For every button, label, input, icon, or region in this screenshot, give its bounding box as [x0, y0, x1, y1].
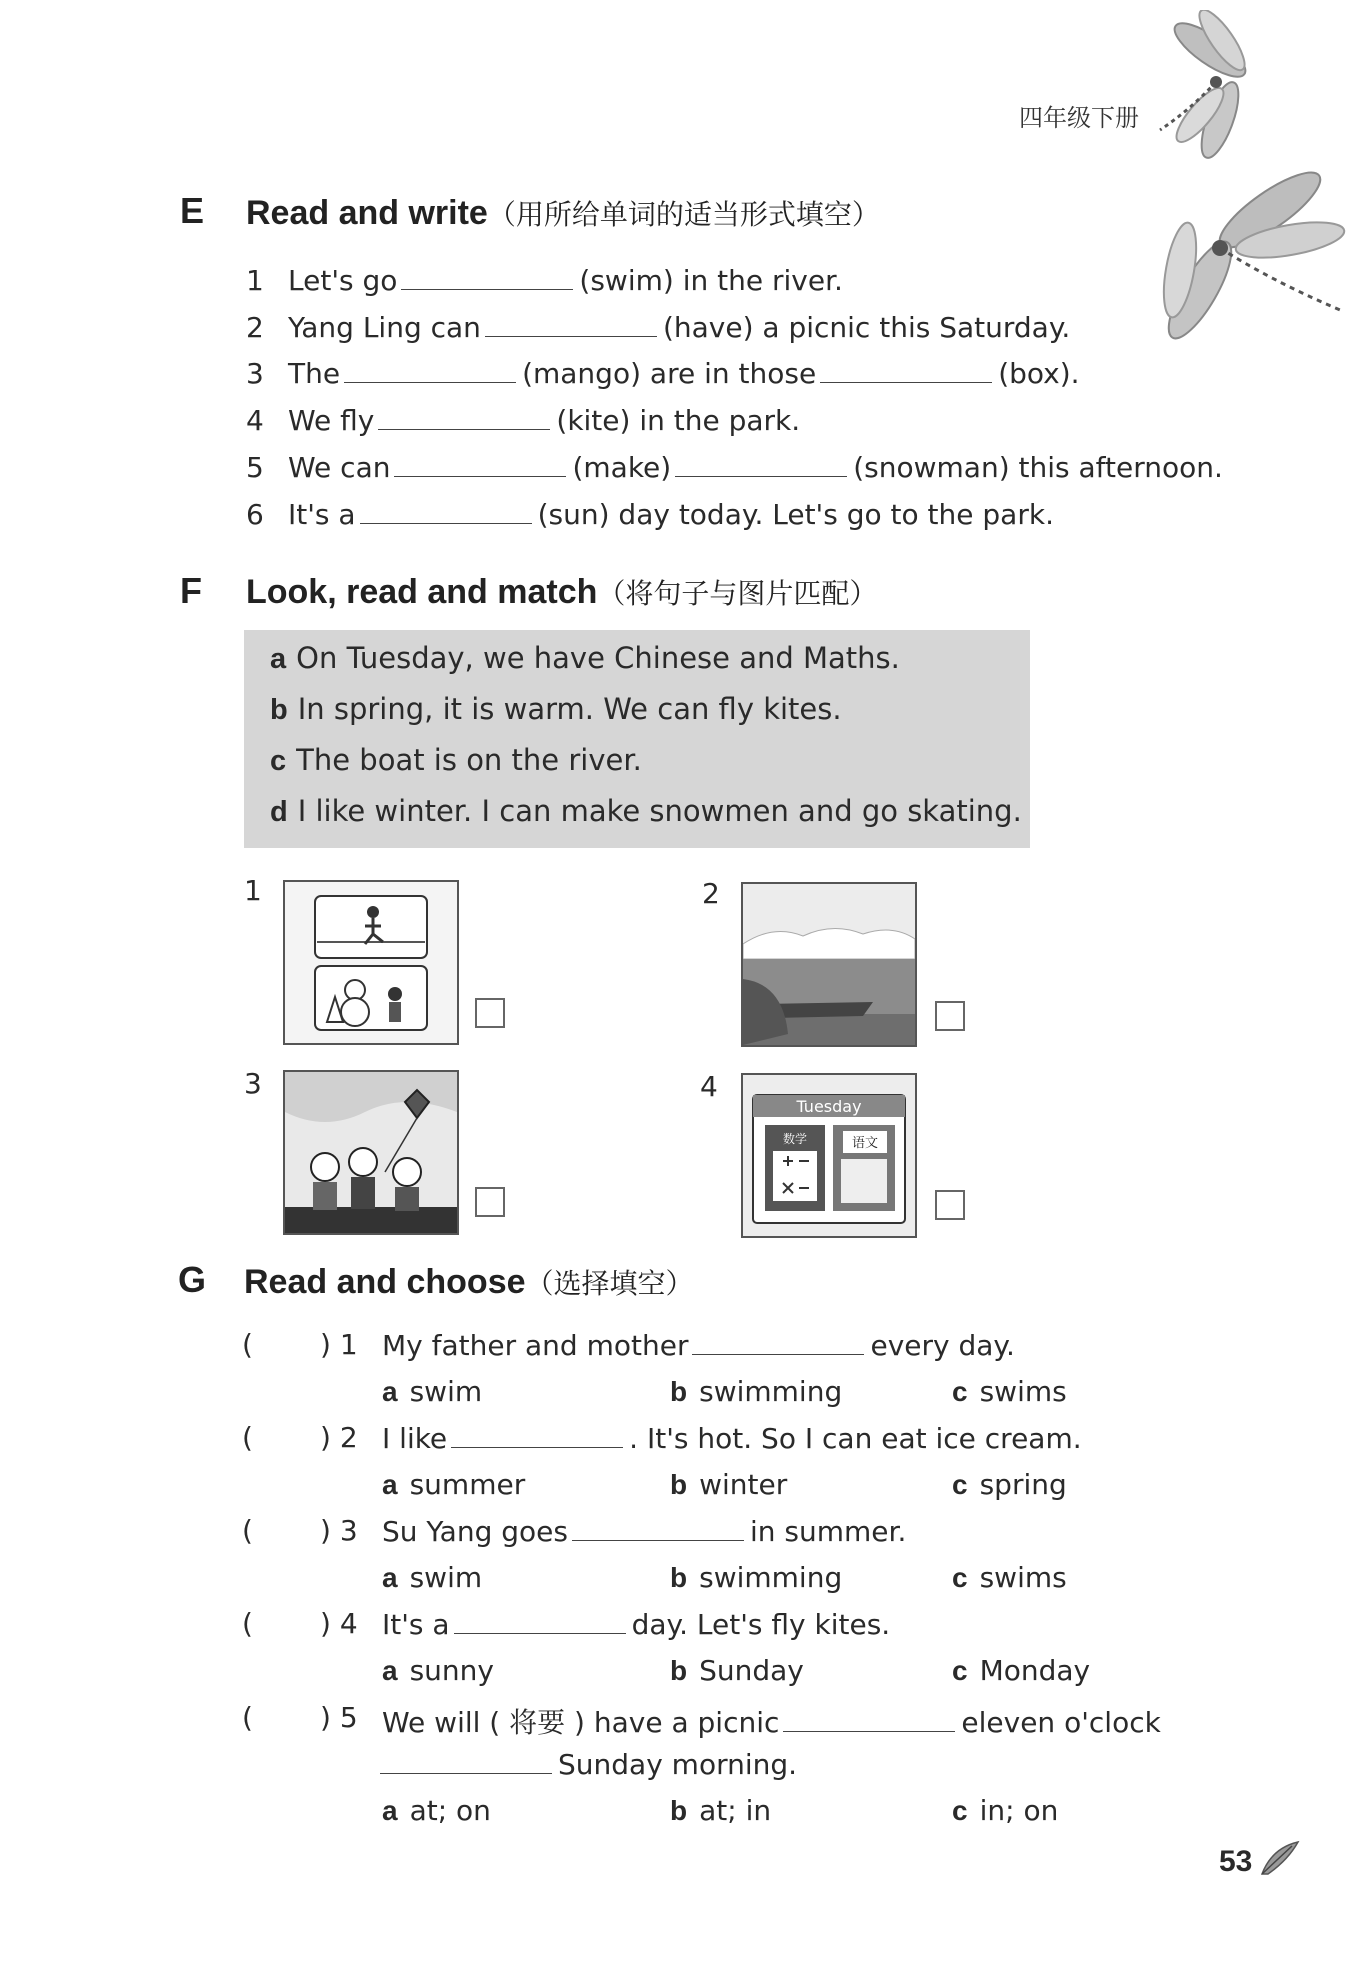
sentence-d — [270, 794, 1022, 829]
e-item-num: 4 — [246, 404, 264, 437]
option-text: swimming — [699, 1561, 843, 1594]
option-text: Sunday — [699, 1654, 804, 1687]
e-item-text: (sun) day today. Let's go to the park. — [537, 498, 1054, 531]
question-text: I like — [382, 1422, 448, 1455]
answer-checkbox[interactable] — [475, 1187, 505, 1217]
e-item-6 — [246, 497, 1054, 531]
choice-paren[interactable]: ( — [242, 1514, 253, 1547]
sentence-letter: d — [270, 796, 288, 828]
option-b — [670, 1375, 842, 1408]
e-item-text: (have) a picnic this Saturday. — [662, 311, 1071, 344]
answer-blank[interactable] — [820, 356, 992, 383]
option-c — [952, 1375, 1067, 1408]
boat-scene-icon — [743, 884, 915, 1045]
question-4 — [382, 1607, 890, 1641]
question-text: every day. — [870, 1329, 1015, 1362]
e-item-2 — [246, 310, 1070, 344]
option-a — [382, 1654, 494, 1687]
e-item-4 — [246, 403, 800, 437]
sentence-b — [270, 692, 842, 727]
e-item-text: (mango) are in those — [522, 357, 817, 390]
question-1 — [382, 1328, 1015, 1362]
answer-blank — [572, 1514, 744, 1541]
option-letter: b — [670, 1562, 688, 1593]
picture-calendar — [741, 1073, 917, 1238]
dragonfly-decoration-top — [1150, 10, 1350, 170]
option-text: swims — [979, 1375, 1067, 1408]
option-b — [670, 1794, 771, 1827]
option-letter: a — [382, 1655, 398, 1686]
option-text: summer — [409, 1468, 526, 1501]
question-number: ) 1 — [320, 1328, 358, 1361]
calendar-title: Tuesday — [796, 1097, 862, 1116]
sentence-letter: c — [270, 745, 287, 777]
question-number: ) 4 — [320, 1607, 358, 1640]
answer-blank[interactable] — [378, 403, 550, 430]
question-text: day. Let's fly kites. — [631, 1608, 891, 1641]
option-text: in; on — [979, 1794, 1059, 1827]
question-number: ) 3 — [320, 1514, 358, 1547]
answer-blank[interactable] — [675, 450, 847, 477]
e-item-text: We can — [288, 451, 391, 484]
question-number: ) 5 — [320, 1701, 358, 1734]
question-text: in summer. — [749, 1515, 907, 1548]
picture-boat — [741, 882, 917, 1047]
sentence-text: In spring, it is warm. We can fly kites. — [297, 692, 842, 726]
page-number: 53 — [1219, 1845, 1253, 1878]
section-e-letter: E — [180, 190, 205, 231]
question-text: . It's hot. So I can eat ice cream. — [629, 1422, 1082, 1455]
subject-maths: 数学 — [782, 1132, 808, 1146]
section-f-cn: （将句子与图片匹配） — [597, 578, 878, 609]
option-letter: c — [952, 1795, 968, 1826]
e-item-3 — [246, 356, 1080, 390]
option-text: spring — [979, 1468, 1067, 1501]
option-letter: c — [952, 1469, 968, 1500]
picture-kite — [283, 1070, 459, 1235]
section-f-title — [246, 572, 877, 612]
answer-blank[interactable] — [401, 263, 573, 290]
answer-checkbox[interactable] — [935, 1190, 965, 1220]
e-item-num: 5 — [246, 451, 264, 484]
calendar-icon — [743, 1075, 915, 1236]
choice-paren[interactable]: ( — [242, 1328, 253, 1361]
picture-number: 2 — [702, 877, 720, 910]
option-letter: c — [952, 1376, 968, 1407]
subject-chinese: 语文 — [851, 1136, 879, 1151]
answer-blank — [380, 1747, 552, 1774]
dragonfly-decoration-bottom — [1140, 150, 1350, 370]
option-c — [952, 1561, 1067, 1594]
section-g-cn: （选择填空） — [525, 1268, 694, 1299]
option-text: swim — [409, 1375, 483, 1408]
option-letter: b — [670, 1469, 688, 1500]
answer-blank[interactable] — [485, 310, 657, 337]
option-letter: c — [952, 1655, 968, 1686]
answer-blank — [454, 1607, 626, 1634]
question-text: We will ( 将要 ) have a picnic — [382, 1706, 780, 1739]
option-text: Monday — [979, 1654, 1091, 1687]
sentence-letter: a — [270, 643, 287, 675]
option-b — [670, 1561, 842, 1594]
choice-paren[interactable]: ( — [242, 1607, 253, 1640]
answer-blank[interactable] — [344, 356, 516, 383]
section-f-letter: F — [180, 570, 202, 611]
section-g-title — [244, 1262, 694, 1302]
option-c — [952, 1654, 1090, 1687]
question-number: ) 2 — [320, 1421, 358, 1454]
option-text: at; on — [409, 1794, 491, 1827]
e-item-1 — [246, 263, 843, 297]
question-text: My father and mother — [382, 1329, 689, 1362]
option-letter: a — [382, 1376, 398, 1407]
e-item-text: (swim) in the river. — [579, 264, 843, 297]
option-text: swimming — [699, 1375, 843, 1408]
picture-number: 3 — [244, 1067, 262, 1100]
question-3 — [382, 1514, 906, 1548]
e-item-num: 6 — [246, 498, 264, 531]
option-letter: a — [382, 1469, 398, 1500]
option-a — [382, 1794, 491, 1827]
option-letter: a — [382, 1562, 398, 1593]
choice-paren[interactable]: ( — [242, 1421, 253, 1454]
option-letter: b — [670, 1376, 688, 1407]
option-letter: c — [952, 1562, 968, 1593]
answer-blank[interactable] — [360, 497, 532, 524]
picture-number: 1 — [244, 874, 262, 907]
e-item-text: Yang Ling can — [288, 311, 481, 344]
option-b — [670, 1468, 787, 1501]
e-item-text: We fly — [288, 404, 375, 437]
e-item-5 — [246, 450, 1223, 484]
picture-number: 4 — [700, 1070, 718, 1103]
e-item-text: (box). — [998, 357, 1080, 390]
e-item-num: 1 — [246, 264, 264, 297]
picture-winter — [283, 880, 459, 1045]
e-item-text: The — [288, 357, 341, 390]
answer-checkbox[interactable] — [475, 998, 505, 1028]
option-text: sunny — [409, 1654, 494, 1687]
option-a — [382, 1375, 482, 1408]
option-a — [382, 1468, 525, 1501]
option-letter: b — [670, 1655, 688, 1686]
e-item-text: (snowman) this afternoon. — [853, 451, 1223, 484]
section-e-title — [246, 193, 880, 233]
sentence-a — [270, 641, 900, 676]
e-item-text: Let's go — [288, 264, 398, 297]
option-text: winter — [699, 1468, 788, 1501]
section-f-title-text: Look, read and match — [246, 573, 598, 611]
section-g-letter: G — [178, 1259, 207, 1300]
question-text: Sunday morning. — [558, 1748, 798, 1781]
answer-blank[interactable] — [394, 450, 566, 477]
question-text: Su Yang goes — [382, 1515, 568, 1548]
answer-blank — [692, 1328, 864, 1355]
option-text: swim — [409, 1561, 483, 1594]
e-item-text: (kite) in the park. — [556, 404, 801, 437]
question-text: It's a — [382, 1608, 450, 1641]
section-e-cn: （用所给单词的适当形式填空） — [487, 199, 880, 230]
option-c — [952, 1468, 1067, 1501]
sentence-text: I like winter. I can make snowmen and go skating. — [297, 794, 1022, 828]
answer-blank — [783, 1705, 955, 1732]
e-item-num: 3 — [246, 357, 264, 390]
option-b — [670, 1654, 804, 1687]
question-2 — [382, 1421, 1082, 1455]
choice-paren[interactable]: ( — [242, 1701, 253, 1734]
option-c — [952, 1794, 1058, 1827]
sentence-c — [270, 743, 642, 778]
answer-checkbox[interactable] — [935, 1001, 965, 1031]
e-item-text: It's a — [288, 498, 356, 531]
option-a — [382, 1561, 482, 1594]
winter-scene-icon — [285, 882, 457, 1043]
option-text: at; in — [699, 1794, 772, 1827]
grade-label: 四年级下册 — [1019, 104, 1139, 132]
sentence-letter: b — [270, 694, 288, 726]
section-g-title-text: Read and choose — [244, 1263, 526, 1301]
option-letter: a — [382, 1795, 398, 1826]
leaf-icon — [1258, 1838, 1302, 1878]
sentence-text: On Tuesday, we have Chinese and Maths. — [296, 641, 900, 675]
answer-blank — [451, 1421, 623, 1448]
question-5-cont — [376, 1747, 797, 1781]
section-e-title-text: Read and write — [246, 194, 488, 232]
e-item-num: 2 — [246, 311, 264, 344]
e-item-text: (make) — [572, 451, 672, 484]
question-text: eleven o'clock — [961, 1706, 1161, 1739]
option-text: swims — [979, 1561, 1067, 1594]
kite-scene-icon — [285, 1072, 457, 1233]
question-5 — [382, 1701, 1161, 1741]
sentence-text: The boat is on the river. — [296, 743, 642, 777]
option-letter: b — [670, 1795, 688, 1826]
